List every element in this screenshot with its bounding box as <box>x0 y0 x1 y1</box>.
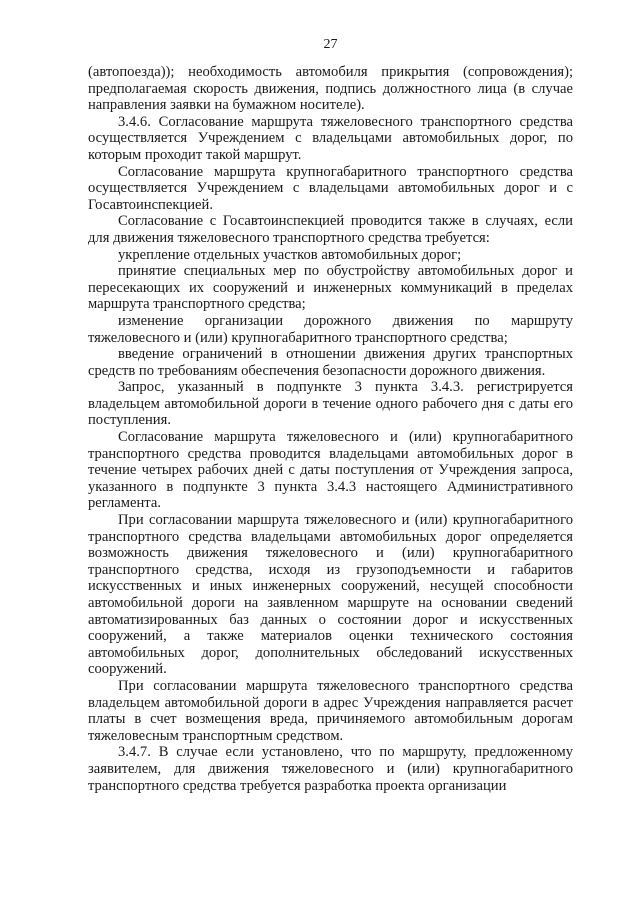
list-item: укрепление отдельных участков автомобильных дорог; <box>118 246 462 263</box>
paragraph: Согласование маршрута тяжеловесного и (или) крупногабаритного транспортного средства проводится владельцами автомобильных дорог в течение четырех рабочих дней с даты поступления от Учреждения запроса, указанного в подпункте 3 пункта 3.4.3 настоящего Административного регламента. <box>88 429 573 512</box>
paragraph: Согласование маршрута крупногабаритного транспортного средства осуществляется Учреждением с владельцами автомобильных дорог и с Госавтоинспекцией. <box>88 163 573 213</box>
paragraph-3-4-7: 3.4.7. В случае если установлено, что по маршруту, предложенному заявителем, для движения тяжеловесного и (или) крупногабаритного транспортного средства требуется разработка проекта организации <box>88 744 573 794</box>
paragraph: При согласовании маршрута тяжеловесного и (или) крупногабаритного транспортного средства владельцами автомобильных дорог определяется возможность движения тяжеловесного и (или) крупногабаритного транспортного средства, исходя из грузоподъемности и габаритов искусственных и иных инженерных сооружений, несущей способности автомобильной дороги на заявленном маршруте на основании сведений автоматизированных баз данных о состоянии дорог и искусственных сооружений, а также материалов оценки технического состояния автомобильных дорог, дополнительных обследований искусственных сооружений. <box>88 512 573 678</box>
paragraph: Запрос, указанный в подпункте 3 пункта 3.4.3. регистрируется владельцем автомобильной дороги в течение одного рабочего дня с даты его поступления. <box>88 379 573 429</box>
page-number: 27 <box>323 37 338 52</box>
list-item: принятие специальных мер по обустройству автомобильных дорог и пересекающих их сооружений и инженерных коммуникаций в пределах маршрута транспортного средства; <box>88 263 573 313</box>
list-item: изменение организации дорожного движения по маршруту тяжеловесного и (или) крупногабаритного транспортного средства; <box>88 312 573 346</box>
paragraph-continuation: (автопоезда)); необходимость автомобиля прикрытия (сопровождения); предполагаемая скорость движения, подпись должностного лица (в случае направления заявки на бумажном носителе). <box>88 64 573 114</box>
paragraph-3-4-6: 3.4.6. Согласование маршрута тяжеловесного транспортного средства осуществляется Учреждением с владельцами автомобильных дорог, по которым проходит такой маршрут. <box>88 113 573 163</box>
paragraph: Согласование с Госавтоинспекцией проводится также в случаях, если для движения тяжеловесного транспортного средства требуется: <box>88 213 573 246</box>
paragraph: При согласовании маршрута тяжеловесного транспортного средства владельцем автомобильной дороги в адрес Учреждения направляется расчет платы в счет возмещения вреда, причиняемого автомобильным дорогам тяжеловесным транспортным средством. <box>88 677 573 744</box>
list-item: введение ограничений в отношении движения других транспортных средств по требованиям обеспечения безопасности дорожного движения. <box>88 346 573 379</box>
document-body <box>88 64 573 794</box>
